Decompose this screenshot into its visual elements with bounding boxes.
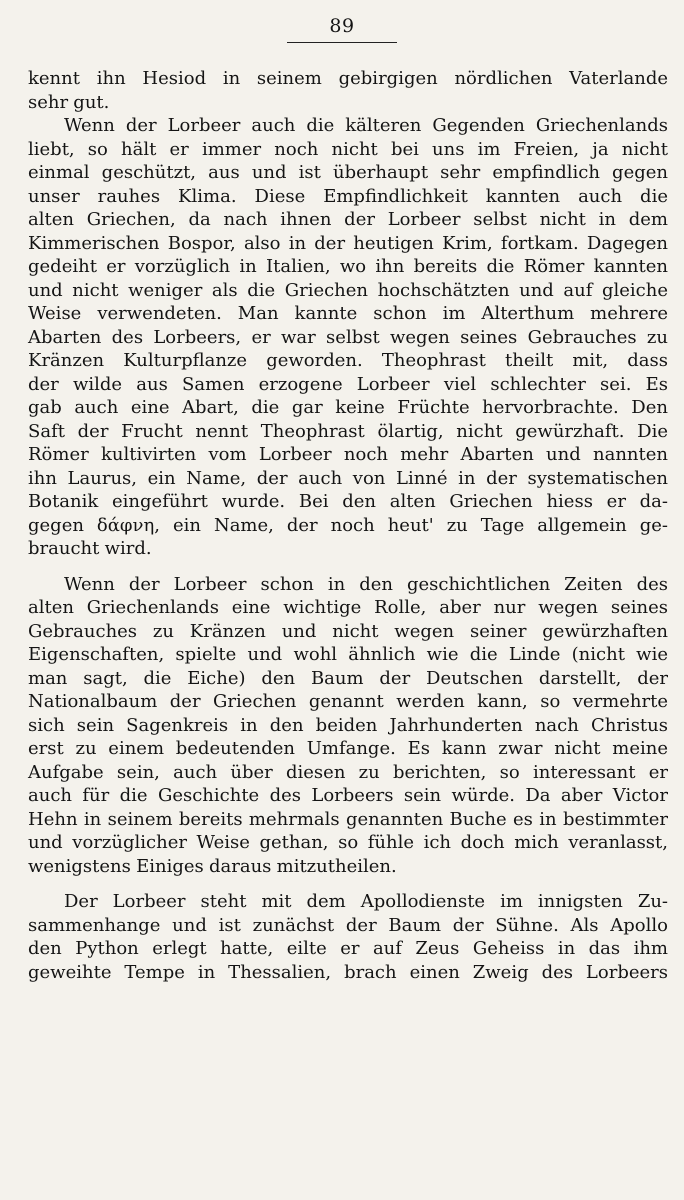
- text-line: Aufgabe sein, auch über diesen zu berichten, so interessant er: [28, 761, 668, 783]
- text-line: Nationalbaum der Griechen genannt werden kann, so vermehrte: [28, 691, 668, 712]
- text-line: Weise verwendeten. Man kannte schon im Alterthum mehrere: [28, 303, 668, 324]
- text-line: unser rauhes Klima. Diese Empfindlichkeit kannten auch die: [28, 185, 668, 207]
- page-number-rule: [287, 42, 397, 43]
- text-line: Saft der Frucht nennt Theophrast ölartig, nicht gewürzhaft. Die: [28, 420, 668, 442]
- text-line: gegen δάφνη, ein Name, der noch heut' zu Tage allgemein ge-: [28, 514, 668, 536]
- text-line: Hehn in seinem bereits mehrmals genannten Buche es in bestimmter: [28, 808, 668, 830]
- text-line: ihn Laurus, ein Name, der auch von Linné in der systematischen: [28, 467, 668, 489]
- text-line: sehr gut.: [28, 91, 110, 113]
- text-line: und nicht weniger als die Griechen hochschätzten und auf gleiche: [28, 279, 668, 301]
- text-line: Wenn der Lorbeer auch die kälteren Gegenden Griechenlands: [64, 115, 668, 136]
- text-line: und vorzüglicher Weise gethan, so fühle ich doch mich veranlasst,: [28, 832, 668, 853]
- page-number: 89: [329, 15, 355, 37]
- text-line: Eigenschaften, spielte und wohl ähnlich wie die Linde (nicht wie: [28, 644, 668, 665]
- text-line: sich sein Sagenkreis in den beiden Jahrhunderten nach Christus: [28, 714, 668, 736]
- text-line: sammenhange und ist zunächst der Baum der Sühne. Als Apollo: [28, 914, 668, 936]
- text-line: Römer kultivirten vom Lorbeer noch mehr Abarten und nannten: [28, 444, 668, 465]
- text-line: der wilde aus Samen erzogene Lorbeer viel schlechter sei. Es: [28, 373, 668, 395]
- text-line: man sagt, die Eiche) den Baum der Deutschen darstellt, der: [28, 667, 668, 689]
- text-line: braucht wird.: [28, 538, 152, 559]
- text-line: alten Griechen, da nach ihnen der Lorbeer selbst nicht in dem: [28, 209, 668, 230]
- text-line: alten Griechenlands eine wichtige Rolle, aber nur wegen seines: [28, 597, 668, 618]
- text-line: Wenn der Lorbeer schon in den geschichtlichen Zeiten des: [64, 573, 668, 595]
- text-line: einmal geschützt, aus und ist überhaupt sehr empfindlich gegen: [28, 162, 668, 183]
- text-line: erst zu einem bedeutenden Umfange. Es kann zwar nicht meine: [28, 738, 668, 759]
- text-line: gedeiht er vorzüglich in Italien, wo ihn bereits die Römer kannten: [28, 256, 668, 277]
- text-line: gab auch eine Abart, die gar keine Früchte hervorbrachte. Den: [28, 397, 668, 418]
- text-line: geweihte Tempe in Thessalien, brach einen Zweig des Lorbeers: [28, 961, 668, 983]
- text-line: den Python erlegt hatte, eilte er auf Zeus Geheiss in das ihm: [28, 938, 668, 959]
- text-line: Der Lorbeer steht mit dem Apollodienste im innigsten Zu-: [64, 891, 668, 912]
- text-line: wenigstens Einiges daraus mitzutheilen.: [28, 855, 397, 877]
- text-line: Botanik eingeführt wurde. Bei den alten Griechen hiess er da-: [28, 491, 668, 512]
- text-line: auch für die Geschichte des Lorbeers sein würde. Da aber Victor: [28, 785, 668, 806]
- text-line: Kränzen Kulturpflanze geworden. Theophrast theilt mit, dass: [28, 350, 668, 371]
- text-line: liebt, so hält er immer noch nicht bei uns im Freien, ja nicht: [28, 138, 668, 160]
- text-line: Abarten des Lorbeers, er war selbst wegen seines Gebrauches zu: [28, 326, 668, 348]
- text-line: Gebrauches zu Kränzen und nicht wegen seiner gewürzhaften: [28, 620, 668, 642]
- body-text: [28, 67, 668, 984]
- text-line: Kimmerischen Bospor, also in der heutigen Krim, fortkam. Dagegen: [28, 232, 668, 254]
- text-line: kennt ihn Hesiod in seinem gebirgigen nördlichen Vaterlande: [28, 68, 668, 89]
